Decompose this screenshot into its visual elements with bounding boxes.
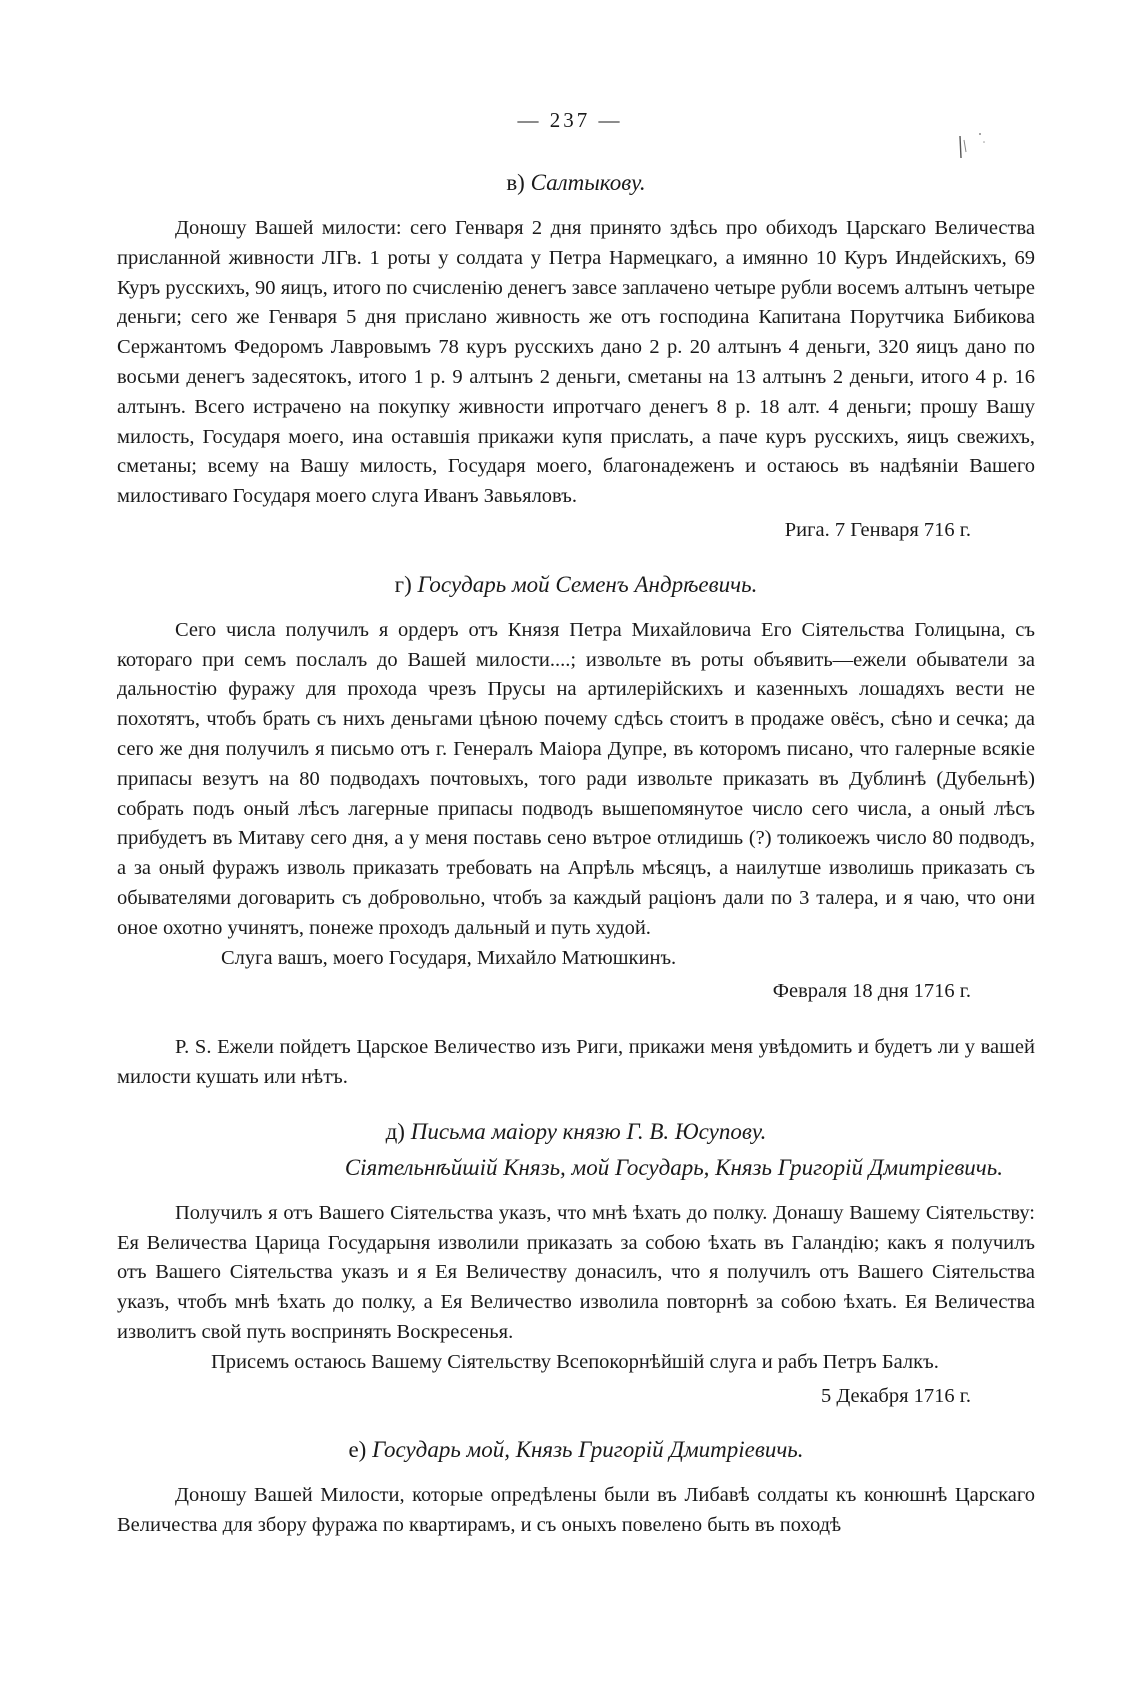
section-subtitle: Сіятельнѣйшій Князь, мой Государь, Князь Григорій Дмитріевичь. (344, 1154, 1003, 1180)
section-title: Письма маіору князю Г. В. Юсупову. (410, 1118, 767, 1144)
letter-body-v: Доношу Вашей милости: сего Генваря 2 дня принято здѣсь про обиходъ Царскаго Величества присланной живности ЛГв. 1 роты у солдата у Петра Нармецкаго, а имянно 10 Куръ Индейскихъ, 69 Куръ русскихъ, 90 яицъ, итого по счисленію денегъ завсе заплачено четыре рубли восемъ алтынъ четыре деньги; сего же Генваря 5 дня прислано живность же отъ господина Капитана Порутчика Бибикова Сержантомъ Федоромъ Лавровымъ 78 куръ русскихъ дано 2 р. 20 алтынъ 4 деньги, 320 яицъ дано по восьми денегъ задесятокъ, итого 1 р. 9 алтынъ 2 деньги, сметаны на 13 алтынъ 2 деньги, итого 4 р. 16 алтынъ. Всего истрачено на покупку живности ипротчаго денегъ 8 р. 18 алт. 4 деньги; прошу Вашу милость, Государя моего, ина оставшія прикажи купя прислать, а паче куръ русскихъ, яицъ свежихъ, сметаны; всему на Вашу милость, Государя моего, благонадеженъ и остаюсь въ надѣяніи Вашего милостиваго Государя моего слуга Иванъ Завьяловъ. (117, 217, 1035, 508)
letter-body-e: Доношу Вашей Милости, которые опредѣлены были въ Либавѣ солдаты къ конюшнѣ Царскаго Величества для збору фуража по квартирамъ, и съ оныхъ повелено быть въ походѣ (117, 1484, 1035, 1537)
letter-body-g: Сего числа получилъ я ордеръ отъ Князя Петра Михайловича Его Сіятельства Голицына, съ котораго при семъ послалъ до Вашей милости....; извольте въ роты объявить—ежели обыватели за дальностію фуражу для прохода чрезъ Прусы на артилерійскихъ и казенныхъ лошадяхъ вести не похотятъ, чтобъ брать съ нихъ деньгами цѣною почему сдѣсь стоитъ в продаже овёсъ, сѣно и сечка; да сего же дня получилъ я письмо отъ г. Генералъ Маіора Дупре, въ которомъ писано, что галерные всякіе припасы везутъ на 80 подводахъ почтовыхъ, того ради извольте приказать въ Дублинѣ (Дубельнѣ) собрать подъ оный лѣсъ лагерные припасы подводъ вышепомянутое число сего числа, а оный лѣсъ прибудетъ въ Митаву сего дня, а у меня поставь сено вътрое отлидишь (?) толикоежъ число 80 подводъ, а за оный фуражъ изволь приказать требовать на Апрѣль мѣсяцъ, а наилутше изволишь приказать съ обывателями договарить съ добровольно, чтобъ за каждый раціонъ дали по 3 талера, и я чаю, что они оное охотно учинятъ, понеже проходъ дальный и путь худой. (117, 618, 1035, 939)
section-title: Государь мой, Князь Григорій Дмитріевичь. (372, 1437, 804, 1463)
section-heading-v (117, 170, 1035, 196)
section-heading-g (117, 572, 1035, 598)
document-body (117, 170, 1035, 1541)
section-label: г) (394, 571, 412, 597)
page-number: — 237 — (517, 108, 623, 132)
letter-date-g: Февраля 18 дня 1716 г. (772, 980, 971, 1003)
letter-date-d: 5 Декабря 1716 г. (820, 1384, 971, 1407)
postscript-g: P. S. Ежели пойдетъ Царское Величество изъ Риги, прикажи меня увѣдомить и будетъ ли у вашей милости кушать или нѣтъ. (117, 1036, 1035, 1088)
letter-signature-d: Присемъ остаюсь Вашему Сіятельству Всепокорнѣйшій слуга и рабъ Петръ Балкъ. (211, 1350, 939, 1373)
section-label: е) (348, 1437, 367, 1463)
section-label: в) (506, 170, 525, 195)
section-subtitle-d (117, 1155, 1035, 1181)
letter-date-v: Рига. 7 Генваря 716 г. (784, 518, 971, 541)
section-heading-e (117, 1437, 1035, 1463)
section-label: д) (385, 1118, 405, 1144)
letter-signature-g: Слуга вашъ, моего Государя, Михайло Матюшкинъ. (221, 946, 677, 969)
section-title: Государь мой Семенъ Андрѣевичь. (417, 571, 758, 597)
letter-body-d: Получилъ я отъ Вашего Сіятельства указъ, что мнѣ ѣхать до полку. Донашу Вашему Сіятельству: Ея Величества Царица Государыня изволили приказать за собою ѣхать въ Галандію; какъ я получилъ отъ Вашего Сіятельства указъ и я Ея Величеству донасилъ, что я получилъ отъ Вашего Сіятельства указъ, чтобъ мнѣ ѣхать до полку, а Ея Величество изволила повторнѣ за собою ѣхать. Ея Величества изволитъ свой путь воспринять Воскресенья. (117, 1201, 1035, 1343)
scan-smudge-mark (950, 128, 990, 168)
section-title: Салтыкову. (530, 170, 646, 195)
section-heading-d (117, 1119, 1035, 1145)
